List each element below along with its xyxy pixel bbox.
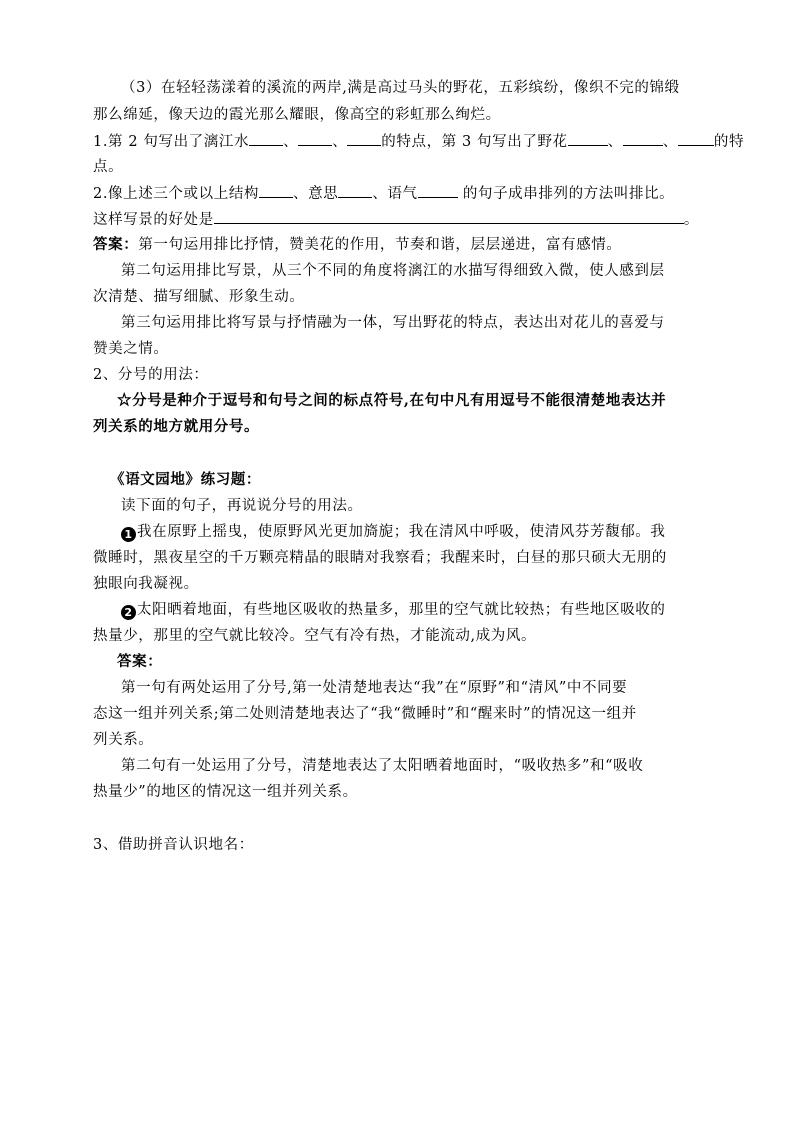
blank-field[interactable] (568, 131, 608, 146)
answer-line: 赞美之情。 (93, 341, 169, 357)
answer-line: 第一句有两处运用了分号,第一处清楚地表达“我”在“原野”和“清风”中不同要 (121, 680, 628, 696)
blank-field[interactable] (623, 131, 663, 146)
section-heading: 3、借助拼音认识地名： (93, 837, 254, 853)
blank-field[interactable] (298, 131, 332, 146)
answer-label: 答案： (93, 236, 139, 253)
paragraph-line: （3）在轻轻荡漾着的溪流的两岸,满是高过马头的野花，五彩缤纷，像织不完的锦缎 (121, 80, 680, 96)
number-1-icon: 1 (121, 527, 136, 542)
instruction-line: 读下面的句子，再说说分号的用法。 (121, 498, 363, 514)
question-1-line: 1.第 2 句写出了漓江水 、 、 的特点，第 3 句写出了野花 、 、 的特 (93, 131, 703, 152)
question-1-line: 点。 (93, 159, 124, 175)
answer-line: 第三句运用排比将写景与抒情融为一体，写出野花的特点，表达出对花儿的喜爱与 (121, 315, 665, 331)
paragraph-line: 那么绵延，像天边的霞光那么耀眼，像高空的彩虹那么绚烂。 (93, 107, 501, 123)
number-2-icon: 2 (121, 605, 136, 620)
blank-field[interactable] (347, 131, 381, 146)
exercise-title: 《语文园地》练习题： (110, 471, 261, 488)
question-2-line: 这样写景的好处是 。 (93, 209, 703, 230)
answer-line: 热量少”的地区的情况这一组并列关系。 (93, 784, 358, 800)
blank-field[interactable] (259, 183, 293, 198)
rule-line: ☆分号是种介于逗号和句号之间的标点符号,在句中凡有用逗号不能很清楚地表达并 (117, 392, 667, 409)
section-heading: 2、分号的用法： (93, 367, 209, 383)
sentence-line: 2 太阳晒着地面，有些地区吸收的热量多，那里的空气就比较热；有些地区吸收的 (121, 600, 731, 620)
question-2-line: 2.像上述三个或以上结构 、意思 、语气 的句子成串排列的方法叫排比。 (93, 183, 703, 204)
blank-field[interactable] (338, 183, 372, 198)
sentence-line: 独眼向我凝视。 (93, 576, 199, 592)
answer-label: 答案： (117, 653, 163, 670)
answer-line: 第二句有一处运用了分号，清楚地表达了太阳晒着地面时，“吸收热多”和“吸收 (121, 758, 644, 774)
answer-line: 第二句运用排比写景，从三个不同的角度将漓江的水描写得细致入微，使人感到层 (121, 263, 665, 279)
sentence-line: 1 我在原野上摇曳，使原野风光更加旖旎；我在清风中呼吸，使清风芬芳馥郁。我 (121, 522, 731, 542)
answer-line: 答案：第一句运用排比抒情，赞美花的作用，节奏和谐，层层递进，富有感情。 (93, 236, 622, 253)
answer-line: 列关系。 (93, 732, 154, 748)
blank-field[interactable] (678, 131, 714, 146)
answer-line: 次清楚、描写细腻、形象生动。 (93, 289, 305, 305)
blank-field[interactable] (214, 209, 684, 224)
rule-line: 列关系的地方就用分号。 (93, 418, 260, 435)
blank-field[interactable] (249, 131, 283, 146)
sentence-line: 微睡时，黑夜星空的千万颗亮精晶的眼睛对我察看；我醒来时，白昼的那只硕大无朋的 (93, 550, 667, 566)
blank-field[interactable] (418, 183, 458, 198)
answer-line: 态这一组并列关系;第二处则清楚地表达了“我“微睡时”和“醒来时”的情况这一组并 (93, 706, 637, 722)
sentence-line: 热量少，那里的空气就比较冷。空气有冷有热，才能流动,成为风。 (93, 628, 537, 644)
